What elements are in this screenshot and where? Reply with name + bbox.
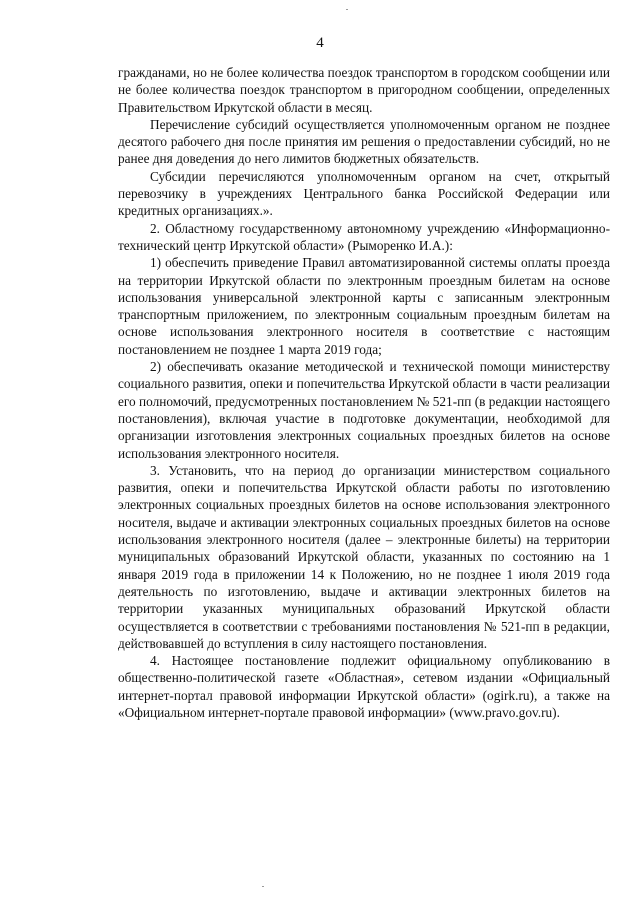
page-number: 4 bbox=[316, 35, 324, 51]
paragraph-subitem-2: 2) обеспечивать оказание методической и технической помощи министерству социального развития, опеки и попечительства Иркутской области в части реализации его полномочий, предусмотренных постановлением № 521-пп (в редакции настоящего постановления), включая участие в подготовке документации, необходимой для организации изготовления электронных социальных проездных билетов на основе использования электронного носителя. bbox=[118, 359, 610, 461]
paragraph-item-4: 4. Настоящее постановление подлежит официальному опубликованию в общественно-политической газете «Областная», сетевом издании «Официальный интернет-портал правовой информации Иркутской области» (ogirk.ru), а также на «Официальном интернет-портале правовой информации» (www.pravo.gov.ru). bbox=[118, 653, 610, 720]
document-body bbox=[118, 64, 610, 721]
paragraph-subitem-1: 1) обеспечить приведение Правил автоматизированной системы оплаты проезда на территории Иркутской области по электронным проездным билетам на основе использования универсальной электронной карты с записанным электронным транспортным приложением, по электронным социальным проездным билетам на основе использования электронного носителя в соответствие с настоящим постановлением не позднее 1 марта 2019 года; bbox=[118, 255, 610, 357]
paragraph-item-3: 3. Установить, что на период до организации министерством социального развития, опеки и попечительства Иркутской области работы по изготовлению электронных социальных проездных билетов на основе использования электронного носителя, выдаче и активации электронных социальных проездных билетов на основе использования электронного носителя (далее – электронные билеты) на территории муниципальных образований Иркутской области, указанных по состоянию на 1 января 2019 года в приложении 14 к Положению, но не позднее 1 июля 2019 года деятельность по изготовлению, выдаче и активации электронных билетов на территории указанных муниципальных образований Иркутской области осуществляется в соответствии с требованиями постановления № 521-пп в редакции, действовавшей до вступления в силу настоящего постановления. bbox=[118, 462, 610, 651]
scan-artifact bbox=[346, 9, 348, 10]
paragraph-transfer-account: Субсидии перечисляются уполномоченным органом на счет, открытый перевозчику в учреждениях Центрального банка Российской Федерации или кредитных организациях.». bbox=[118, 168, 610, 219]
paragraph-continuation: гражданами, но не более количества поездок транспортом в городском сообщении или не более количества поездок транспортом в пригородном сообщении, определенных Правительством Иркутской области в месяц. bbox=[118, 65, 610, 115]
paragraph-item-2: 2. Областному государственному автономному учреждению «Информационно-технический центр Иркутской области» (Рыморенко И.А.): bbox=[118, 220, 610, 253]
scan-artifact bbox=[262, 886, 264, 887]
paragraph-transfer-deadline: Перечисление субсидий осуществляется уполномоченным органом не позднее десятого рабочего дня после принятия им решения о предоставлении субсидий, но не ранее дня доведения до него лимитов бюджетных обязательств. bbox=[118, 116, 610, 167]
